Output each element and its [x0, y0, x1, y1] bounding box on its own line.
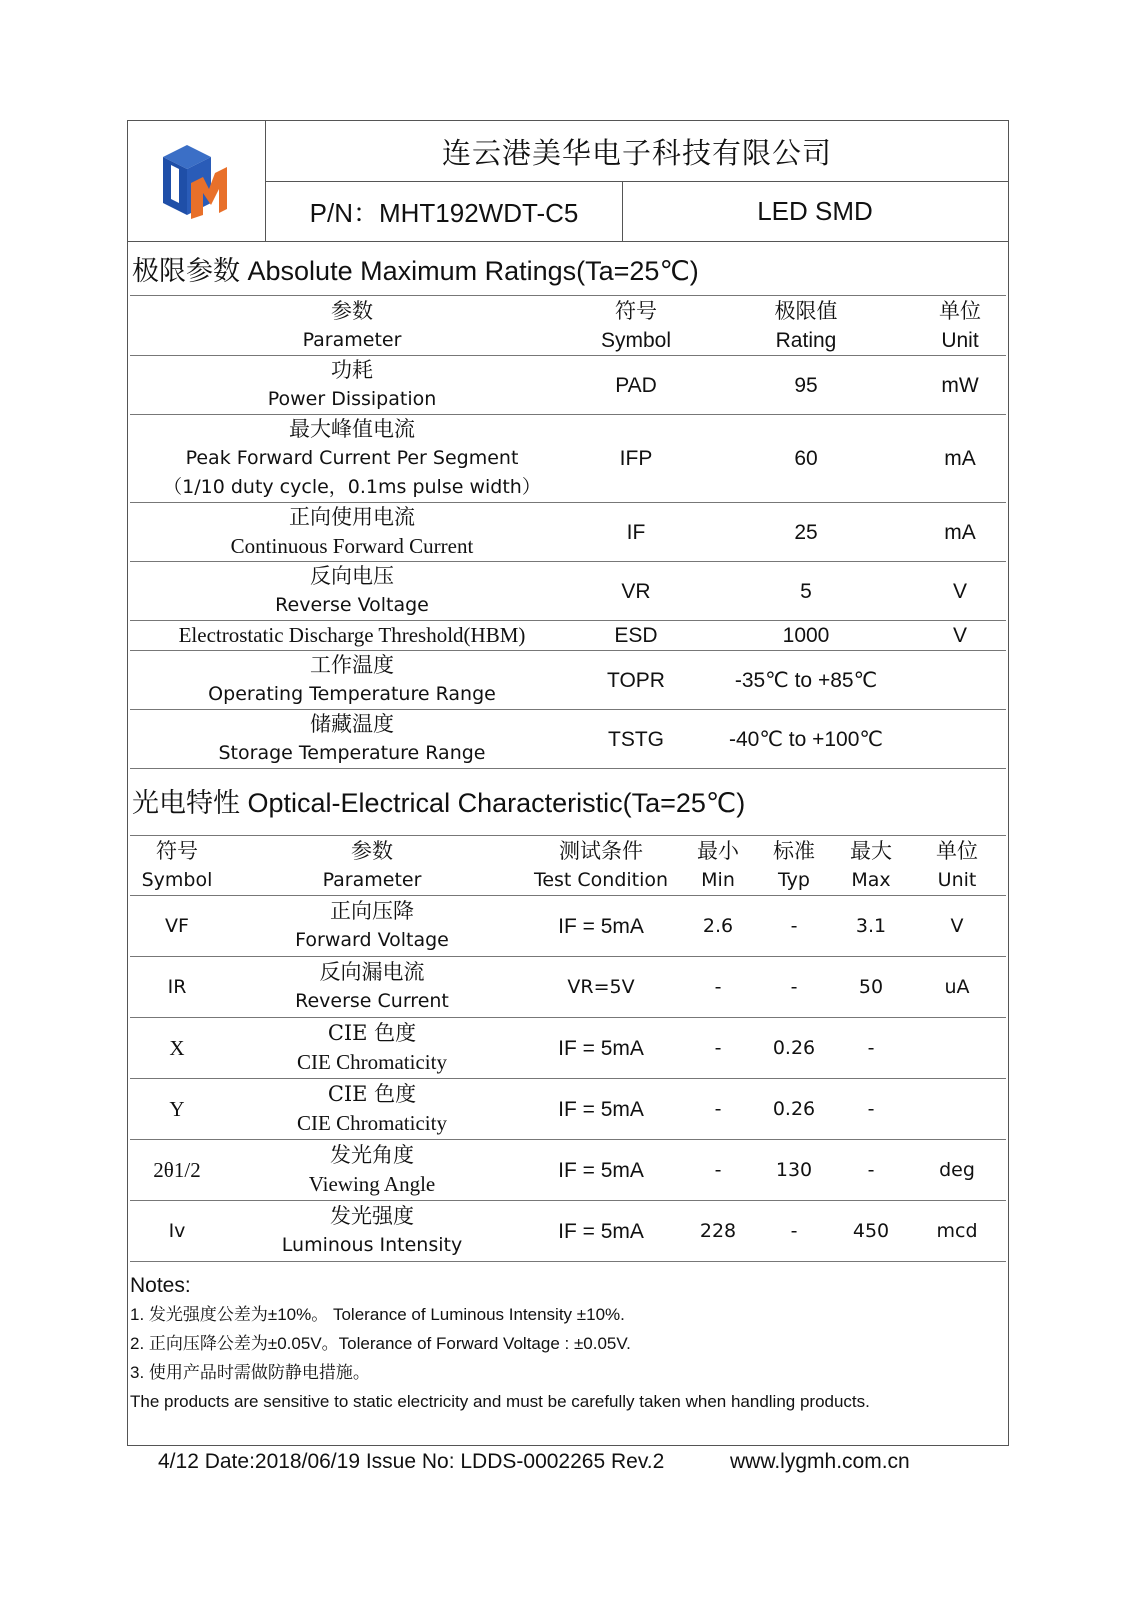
oec-title-cn: 光电特性 [132, 788, 240, 819]
rating-cell: 1000 [698, 621, 914, 651]
param-en: Forward Voltage [295, 929, 449, 951]
max-cell: - [834, 1079, 908, 1140]
param-cn: 发光角度 [330, 1143, 414, 1167]
min-cell: - [682, 1079, 754, 1140]
symbol-cell: PAD [574, 356, 698, 415]
part-number: P/N：MHT192WDT-C5 [266, 181, 623, 241]
condition-cell: VR=5V [520, 957, 682, 1018]
table-header-row [130, 836, 1006, 896]
header-cn: 参数 [331, 298, 373, 323]
unit-cell [914, 710, 1006, 769]
table-row [130, 1018, 1006, 1079]
header-en: Typ [778, 868, 810, 891]
param-en: Reverse Current [295, 990, 449, 1012]
symbol-cell: TOPR [574, 651, 698, 710]
table-row [130, 1079, 1006, 1140]
param-en: Electrostatic Discharge Threshold(HBM) [178, 623, 526, 647]
table-row [130, 621, 1006, 651]
header-cn: 单位 [939, 298, 981, 323]
param-en-note: （1/10 duty cycle，0.1ms pulse width） [163, 476, 541, 498]
header-en: Rating [775, 328, 837, 352]
param-cn: 反向漏电流 [319, 960, 425, 984]
header-en: Test Condition [533, 868, 669, 891]
max-cell: 450 [834, 1201, 908, 1262]
notes-block [130, 1271, 1000, 1416]
condition-cell: IF = 5mA [520, 1201, 682, 1262]
amr-title-en: Absolute Maximum Ratings(Ta=25℃) [247, 256, 699, 286]
param-cn: 反向电压 [310, 564, 394, 588]
header-en: Parameter [302, 328, 402, 351]
max-cell: - [834, 1018, 908, 1079]
table-row [130, 356, 1006, 415]
param-cn: 工作温度 [310, 653, 394, 677]
rating-cell: 5 [698, 562, 914, 621]
table-header-row [130, 296, 1006, 356]
footer-website: www.lygmh.com.cn [730, 1450, 910, 1473]
unit-cell: mW [914, 356, 1006, 415]
max-cell: - [834, 1140, 908, 1201]
condition-cell: IF = 5mA [520, 896, 682, 957]
rating-cell: 95 [698, 356, 914, 415]
unit-cell [908, 1018, 1006, 1079]
unit-cell: uA [908, 957, 1006, 1018]
header-cn: 符号 [156, 838, 198, 863]
condition-cell: IF = 5mA [520, 1140, 682, 1201]
oec-title-en: Optical-Electrical Characteristic(Ta=25℃) [247, 788, 746, 818]
note-item: The products are sensitive to static electricity and must be carefully taken when handling products. [130, 1392, 870, 1411]
header-en: Symbol [600, 328, 672, 352]
condition-cell: IF = 5mA [520, 1079, 682, 1140]
unit-cell: mcd [908, 1201, 1006, 1262]
unit-cell [908, 1079, 1006, 1140]
page-footer [158, 1450, 910, 1474]
table-row [130, 1201, 1006, 1262]
param-cn: 正向使用电流 [289, 505, 415, 529]
logo-cell [128, 121, 266, 241]
param-en: Operating Temperature Range [208, 683, 496, 705]
min-cell: - [682, 957, 754, 1018]
table-row [130, 710, 1006, 769]
typ-cell: - [754, 896, 834, 957]
header-cn: 符号 [615, 298, 657, 323]
header-en: Min [701, 868, 735, 891]
param-en: Peak Forward Current Per Segment [185, 447, 519, 469]
header-cn: 最大 [850, 838, 892, 863]
param-en: Viewing Angle [308, 1172, 436, 1196]
typ-cell: 0.26 [754, 1079, 834, 1140]
unit-cell [914, 651, 1006, 710]
header-cn: 单位 [936, 838, 978, 863]
param-cn: CIE 色度 [327, 1021, 417, 1045]
header-en: Unit [941, 328, 979, 352]
min-cell: 2.6 [682, 896, 754, 957]
datasheet-page [127, 120, 1009, 1446]
rating-cell: 25 [698, 503, 914, 562]
table-row [130, 503, 1006, 562]
note-item: 1. 发光强度公差为±10%。 Tolerance of Luminous Intensity ±10%. [130, 1305, 625, 1324]
symbol-cell: ESD [574, 621, 698, 651]
header-en: Max [851, 868, 891, 891]
header-cn: 最小 [697, 838, 739, 863]
param-cn: 发光强度 [330, 1204, 414, 1228]
header-cn: 参数 [351, 838, 393, 863]
header-cn: 测试条件 [559, 838, 643, 863]
param-en: Reverse Voltage [275, 594, 429, 616]
min-cell: - [682, 1140, 754, 1201]
param-en: Continuous Forward Current [230, 534, 474, 558]
unit-cell: V [908, 896, 1006, 957]
table-row [130, 896, 1006, 957]
product-type: LED SMD [757, 195, 873, 226]
symbol-cell: VF [130, 896, 224, 957]
notes-title: Notes: [130, 1274, 191, 1297]
unit-cell: V [914, 621, 1006, 651]
table-row [130, 562, 1006, 621]
company-name: 连云港美华电子科技有限公司 [266, 121, 1008, 182]
optical-electrical-table [130, 835, 1006, 1262]
table-row [130, 651, 1006, 710]
table-row [130, 1140, 1006, 1201]
condition-cell: IF = 5mA [520, 1018, 682, 1079]
param-cn: 正向压降 [330, 899, 414, 923]
symbol-cell: VR [574, 562, 698, 621]
header-en: Unit [937, 868, 977, 891]
header-block [128, 121, 1008, 242]
param-en: Storage Temperature Range [218, 742, 486, 764]
typ-cell: 130 [754, 1140, 834, 1201]
header-cn: 标准 [773, 838, 815, 863]
header-en: Symbol [141, 868, 213, 891]
param-en: CIE Chromaticity [297, 1050, 447, 1074]
symbol-cell: IF [574, 503, 698, 562]
unit-cell: deg [908, 1140, 1006, 1201]
footer-info: 4/12 Date:2018/06/19 Issue No: LDDS-0002265 Rev.2 [158, 1450, 665, 1473]
table-row [130, 415, 1006, 503]
max-cell: 50 [834, 957, 908, 1018]
min-cell: - [682, 1018, 754, 1079]
company-logo-icon [157, 139, 229, 219]
typ-cell: - [754, 957, 834, 1018]
param-cn: 最大峰值电流 [289, 417, 415, 441]
param-cn: CIE 色度 [327, 1082, 417, 1106]
param-en: Luminous Intensity [281, 1234, 463, 1256]
header-en: Parameter [322, 868, 422, 891]
amr-title-cn: 极限参数 [132, 256, 240, 287]
note-item: 3. 使用产品时需做防静电措施。 [130, 1363, 370, 1382]
rating-cell: 60 [698, 415, 914, 503]
symbol-cell: Iv [130, 1201, 224, 1262]
rating-cell: -35℃ to +85℃ [698, 651, 914, 710]
param-cn: 功耗 [331, 358, 373, 382]
header-cn: 极限值 [774, 298, 838, 323]
unit-cell: mA [914, 503, 1006, 562]
symbol-cell: Y [130, 1079, 224, 1140]
symbol-cell: IFP [574, 415, 698, 503]
table-row [130, 957, 1006, 1018]
note-item: 2. 正向压降公差为±0.05V。Tolerance of Forward Voltage : ±0.05V. [130, 1334, 631, 1353]
absolute-max-ratings-table [130, 295, 1006, 769]
symbol-cell: 2θ1/2 [130, 1140, 224, 1201]
typ-cell: - [754, 1201, 834, 1262]
param-cn: 储藏温度 [310, 712, 394, 736]
oec-section-title [132, 781, 745, 820]
min-cell: 228 [682, 1201, 754, 1262]
max-cell: 3.1 [834, 896, 908, 957]
typ-cell: 0.26 [754, 1018, 834, 1079]
rating-cell: -40℃ to +100℃ [698, 710, 914, 769]
symbol-cell: TSTG [574, 710, 698, 769]
amr-section-title [132, 249, 699, 288]
param-en: CIE Chromaticity [297, 1111, 447, 1135]
param-en: Power Dissipation [267, 388, 437, 410]
unit-cell: mA [914, 415, 1006, 503]
unit-cell: V [914, 562, 1006, 621]
symbol-cell: X [130, 1018, 224, 1079]
symbol-cell: IR [130, 957, 224, 1018]
